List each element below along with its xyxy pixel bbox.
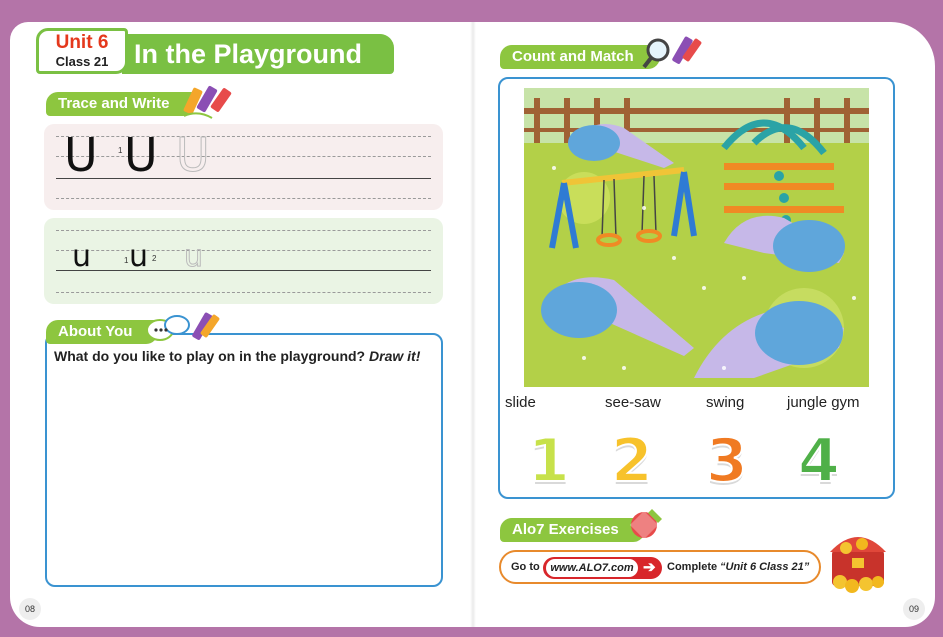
lowercase-letter-trace[interactable]: u — [184, 239, 204, 274]
class-label: Class 21 — [55, 54, 109, 69]
page-title: In the Playground — [122, 34, 394, 74]
unit-label: Unit 6 — [55, 32, 109, 53]
word-jungle-gym: jungle gym — [787, 394, 860, 411]
uppercase-letter-guided: U — [124, 128, 158, 182]
speech-bubble-icon — [144, 310, 220, 346]
magnifying-glass-icon — [640, 34, 704, 74]
draw-instruction: Draw it! — [369, 348, 421, 364]
number-four: 4 — [798, 426, 840, 496]
uppercase-letter-trace[interactable]: U — [176, 128, 210, 182]
complete-label: Complete — [667, 561, 718, 573]
uppercase-letter: U — [64, 128, 98, 182]
word-slide: slide — [505, 394, 536, 411]
stroke-number: 2 — [152, 254, 157, 263]
unit-badge — [36, 28, 128, 74]
number-three: 3 — [706, 426, 748, 496]
alo7-logo-icon — [624, 505, 670, 541]
task-label: “Unit 6 Class 21” — [720, 561, 810, 573]
drawing-area[interactable] — [45, 333, 443, 587]
arrow-right-icon: ➔ — [643, 559, 656, 576]
stroke-number: 1 — [124, 256, 129, 265]
page-number-right: 09 — [903, 598, 925, 620]
url-text[interactable]: www.ALO7.com — [546, 559, 638, 577]
count-and-match-heading: Count and Match — [500, 45, 660, 69]
lowercase-letter-guided: u — [129, 239, 149, 274]
about-you-heading: About You — [46, 320, 158, 344]
lowercase-letter: u — [72, 239, 92, 274]
stroke-number: 1 — [118, 146, 123, 155]
lowercase-trace-area[interactable] — [44, 218, 443, 304]
word-see-saw: see-saw — [605, 394, 661, 411]
about-you-question: What do you like to play on in the playground? Draw it! — [54, 348, 421, 364]
playground-illustration — [524, 88, 869, 387]
page-number-left: 08 — [19, 598, 41, 620]
pencil-icon — [178, 82, 242, 122]
page-fold — [470, 22, 476, 627]
word-swing: swing — [706, 394, 745, 411]
trace-and-write-heading: Trace and Write — [46, 92, 195, 116]
number-two: 2 — [611, 426, 653, 496]
alo7-heading: Alo7 Exercises — [500, 518, 645, 542]
number-one: 1 — [528, 426, 570, 496]
uppercase-trace-area[interactable] — [44, 124, 443, 210]
treasure-chest-icon — [822, 522, 894, 596]
go-to-label: Go to — [511, 561, 540, 573]
